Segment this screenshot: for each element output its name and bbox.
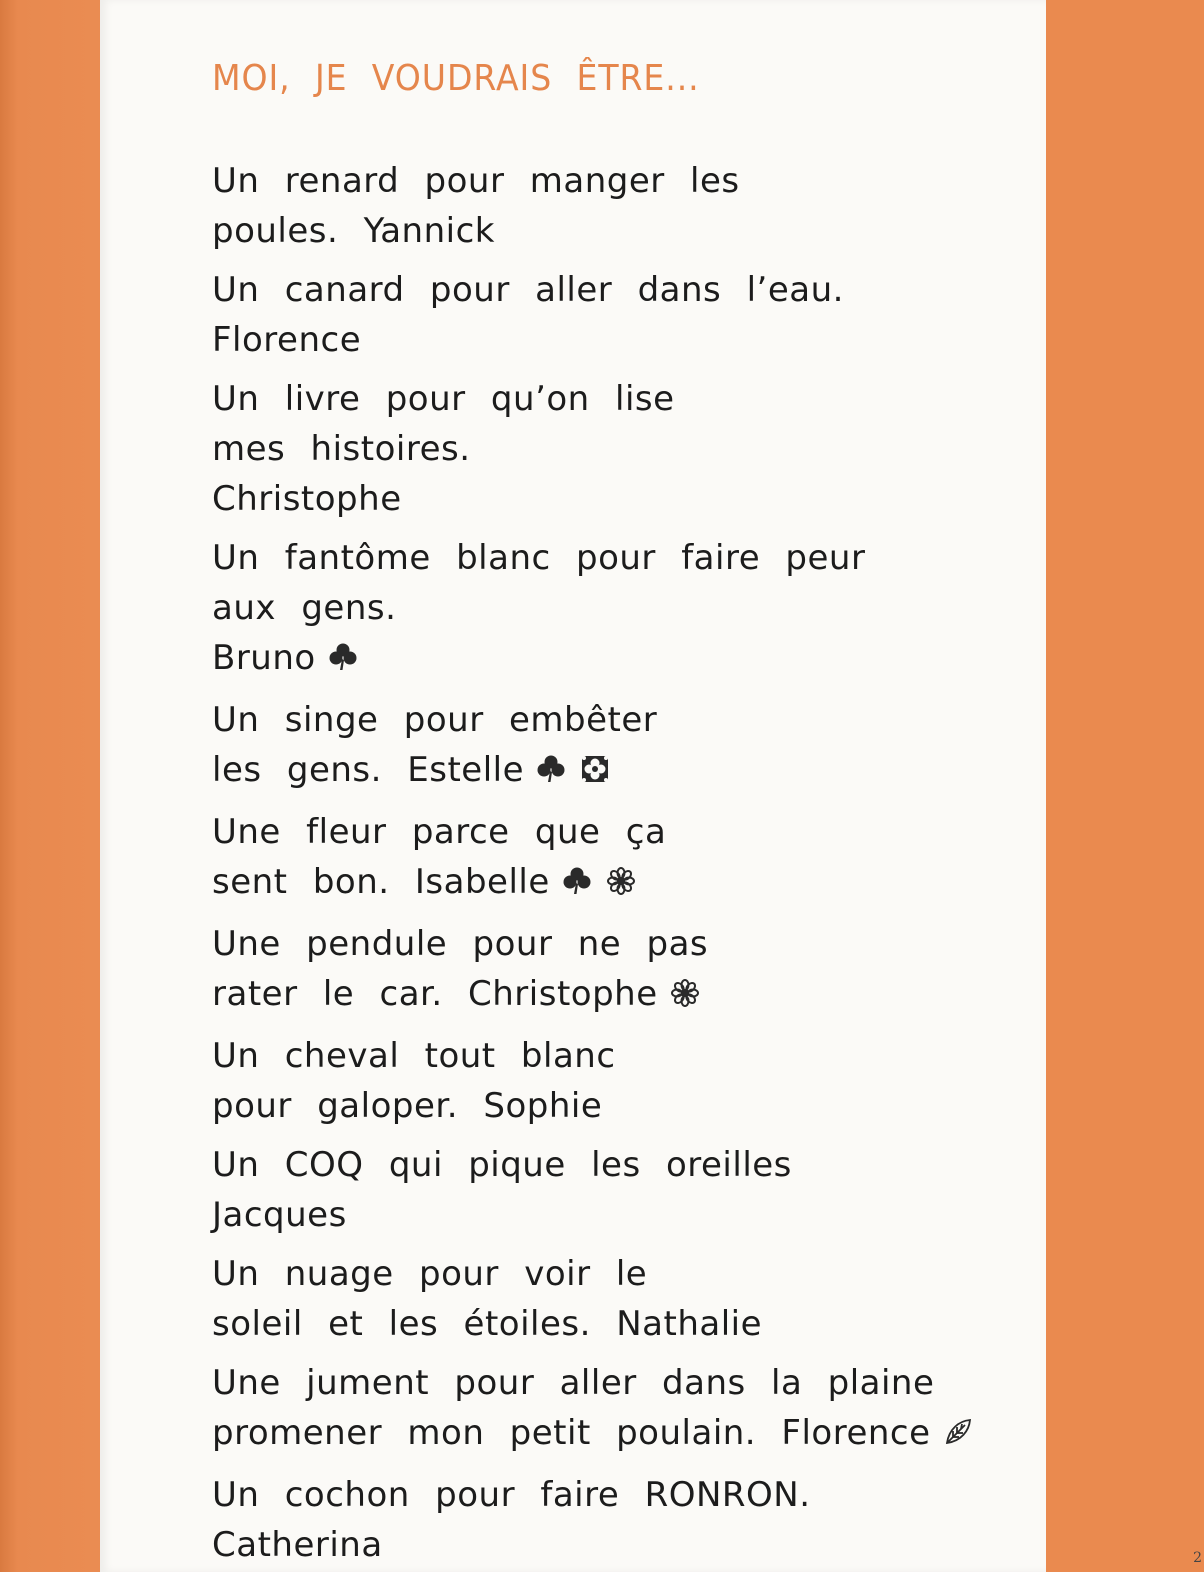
decoration-icons: [943, 1411, 987, 1461]
poem-line-text: Un canard pour aller dans l’eau.: [212, 270, 844, 310]
square-flower-icon: [580, 754, 610, 784]
poem-line-text: Un nuage pour voir le: [212, 1254, 648, 1294]
poem-entry: [212, 156, 1012, 256]
poem-entry: [212, 1140, 1012, 1240]
poem-line-text: Catherina: [212, 1525, 383, 1565]
poem-line-text: rater le car. Christophe: [212, 974, 658, 1014]
poem-line: [212, 315, 1012, 365]
poem-line-text: soleil et les étoiles. Nathalie: [212, 1304, 763, 1344]
poem-line: [212, 1470, 1012, 1520]
poem-line-text: Un fantôme blanc pour faire peur: [212, 538, 866, 578]
poem-line: [212, 1408, 1012, 1461]
clover-icon: [328, 642, 358, 672]
poem-line: [212, 474, 1012, 524]
decoration-icons: [562, 860, 650, 910]
poem-line: [212, 583, 1012, 633]
poem-line-text: pour galoper. Sophie: [212, 1086, 603, 1126]
poem-line: [212, 1520, 1012, 1570]
poem-line-text: Une pendule pour ne pas: [212, 924, 709, 964]
poem-entry: [212, 374, 1012, 524]
poem-entry: [212, 1470, 1012, 1570]
poem-line-text: Christophe: [212, 479, 402, 519]
poem-list: [212, 156, 1012, 1572]
poem-line-text: Un singe pour embêter: [212, 700, 658, 740]
poem-line-text: mes histoires.: [212, 429, 471, 469]
poem-line: [212, 633, 1012, 686]
poem-line-text: Un cochon pour faire RONRON.: [212, 1475, 811, 1515]
decoration-icons: [670, 972, 714, 1022]
poem-line: [212, 1299, 1012, 1349]
poem-line-text: aux gens.: [212, 588, 397, 628]
poem-line: [212, 533, 1012, 583]
poem-line-text: promener mon petit poulain. Florence: [212, 1413, 931, 1453]
daisy-icon: [670, 978, 700, 1008]
poem-entry: [212, 1249, 1012, 1349]
poem-line: [212, 1031, 1012, 1081]
poem-entry: [212, 695, 1012, 798]
clover-icon: [562, 866, 592, 896]
poem-entry: [212, 1358, 1012, 1461]
poem-line: [212, 1190, 1012, 1240]
poem-entry: [212, 807, 1012, 910]
page-number: 2: [1193, 1550, 1202, 1566]
poem-line-text: poules. Yannick: [212, 211, 495, 251]
leaf-icon: [943, 1417, 973, 1447]
poem-line-text: Bruno: [212, 638, 316, 678]
poem-line-text: Une jument pour aller dans la plaine: [212, 1363, 935, 1403]
poem-line-text: Un COQ qui pique les oreilles: [212, 1145, 792, 1185]
poem-entry: [212, 265, 1012, 365]
poem-line: [212, 265, 1012, 315]
poem-line: [212, 1081, 1012, 1131]
poem-line: [212, 1140, 1012, 1190]
poem-entry: [212, 919, 1012, 1022]
poem-line-text: Un cheval tout blanc: [212, 1036, 616, 1076]
poem-line-text: Un renard pour manger les: [212, 161, 740, 201]
orange-margin: [1046, 0, 1204, 1572]
clover-icon: [536, 754, 566, 784]
poem-line: [212, 374, 1012, 424]
poem-entry: [212, 533, 1012, 686]
poem-entry: [212, 1031, 1012, 1131]
poem-line: [212, 424, 1012, 474]
poem-line: [212, 857, 1012, 910]
poem-line-text: Un livre pour qu’on lise: [212, 379, 675, 419]
poem-line: [212, 807, 1012, 857]
poem-line-text: Florence: [212, 320, 362, 360]
poem-line: [212, 156, 1012, 206]
poem-line-text: les gens. Estelle: [212, 750, 525, 790]
poem-line: [212, 745, 1012, 798]
left-page-edge: [0, 0, 100, 1572]
poem-line: [212, 969, 1012, 1022]
poem-line: [212, 695, 1012, 745]
poem-line-text: sent bon. Isabelle: [212, 862, 550, 902]
page-title: MOI, JE VOUDRAIS ÊTRE...: [212, 58, 700, 99]
poem-line: [212, 206, 1012, 256]
daisy-icon: [606, 866, 636, 896]
poem-line: [212, 919, 1012, 969]
poem-line-text: Jacques: [212, 1195, 347, 1235]
decoration-icons: [536, 748, 624, 798]
poem-line: [212, 1358, 1012, 1408]
poem-line: [212, 1249, 1012, 1299]
decoration-icons: [328, 636, 372, 686]
poem-line-text: Une fleur parce que ça: [212, 812, 667, 852]
